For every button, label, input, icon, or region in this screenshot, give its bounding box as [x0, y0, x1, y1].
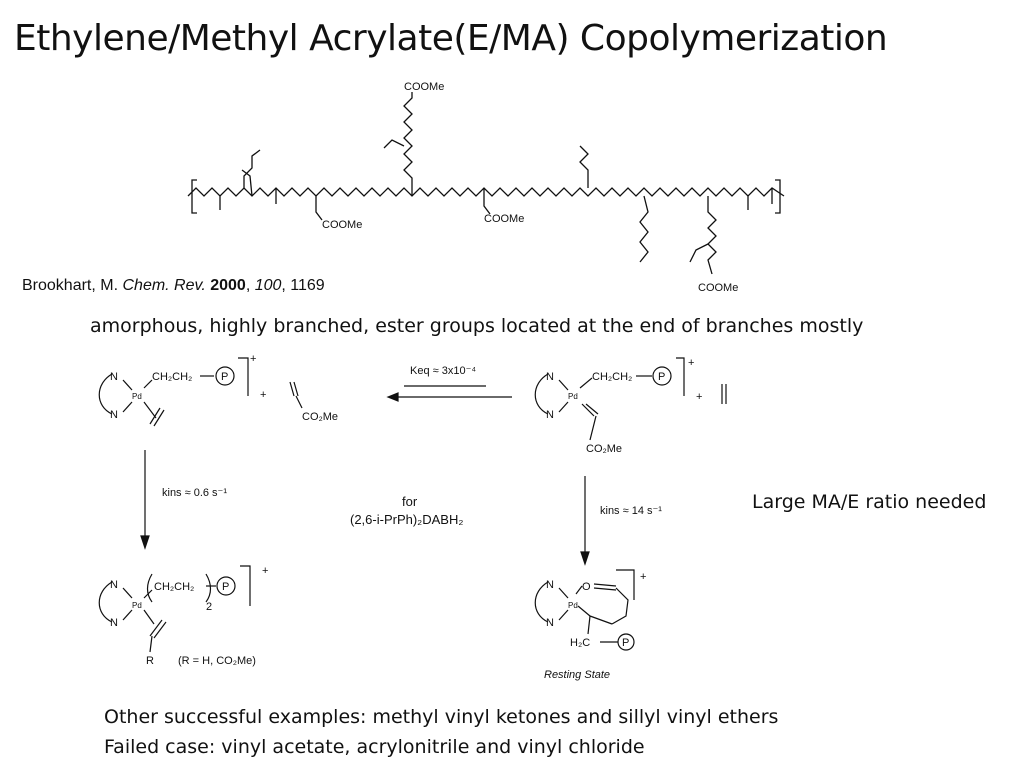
N-lower-bl: N — [110, 617, 118, 629]
P-label-r: P — [658, 371, 666, 383]
ligand-line1: for — [402, 494, 418, 509]
ester-label-1: COOMe — [322, 219, 363, 231]
chain-label-r: CH₂CH₂ — [592, 371, 633, 383]
P-label-bl: P — [222, 581, 230, 593]
co2me-label-r: CO₂Me — [586, 443, 623, 455]
N-upper-br: N — [546, 579, 554, 591]
complex-top-left — [99, 358, 302, 426]
reference: Brookhart, M. Chem. Rev. 2000, 100, 1169 — [22, 277, 325, 294]
ligand-line2: (2,6-i-PrPh)₂DABH₂ — [350, 512, 464, 527]
ester-branch-1 — [316, 196, 322, 220]
N-upper-r: N — [546, 371, 554, 383]
O-label: O — [582, 581, 591, 593]
long-branch-up — [404, 92, 412, 196]
Pd-label-bl: Pd — [132, 601, 142, 610]
polymer-structure — [188, 92, 784, 274]
keq-label: Keq ≈ 3x10⁻⁴ — [410, 365, 477, 377]
long-branch-down — [708, 196, 716, 274]
H2C-label: H₂C — [570, 637, 591, 649]
complex-bottom-left — [99, 566, 250, 652]
Pd-label-r: Pd — [568, 392, 578, 401]
charge-label-r: + — [688, 357, 695, 369]
insertion-arrows — [141, 450, 589, 564]
footer-line1: Other successful examples: methyl vinyl ketones and sillyl vinyl ethers — [104, 706, 779, 728]
ester-label-top: COOMe — [404, 81, 445, 93]
repeat-subscript: 2 — [206, 601, 213, 613]
equilibrium-arrows — [388, 386, 512, 401]
left-bracket — [192, 180, 197, 213]
ref-volume: 100 — [254, 277, 282, 294]
ref-pages: 1169 — [290, 277, 325, 294]
R-definition: (R = H, CO₂Me) — [178, 655, 256, 667]
footer-line2: Failed case: vinyl acetate, acrylonitrile and vinyl chloride — [104, 736, 645, 758]
chain-label-bl: CH₂CH₂ — [154, 581, 195, 593]
plus-sign-r: + — [696, 391, 703, 403]
bracket — [238, 358, 248, 396]
ref-journal: Chem. Rev. — [122, 277, 206, 294]
main-chain — [188, 188, 784, 196]
description-text: amorphous, highly branched, ester groups located at the end of branches mostly — [90, 315, 864, 337]
co2me-label: CO₂Me — [302, 411, 339, 423]
charge-label-bl: + — [262, 565, 269, 577]
P-label: P — [221, 371, 229, 383]
charge-label: + — [250, 353, 257, 365]
Pd-label-br: Pd — [568, 601, 578, 610]
slide-title: Ethylene/Methyl Acrylate(E/MA) Copolymerization — [14, 18, 888, 59]
N-lower-r: N — [546, 409, 554, 421]
kins-right-label: kins ≈ 14 s⁻¹ — [600, 505, 662, 517]
N-lower: N — [110, 409, 118, 421]
resting-state-label: Resting State — [544, 669, 611, 681]
chain-label: CH₂CH₂ — [152, 371, 193, 383]
N-upper: N — [110, 371, 118, 383]
N-lower-br: N — [546, 617, 554, 629]
charge-label-br: + — [640, 571, 647, 583]
ester-label-3: COOMe — [698, 282, 739, 294]
P-label-br: P — [622, 637, 630, 649]
right-bracket — [775, 180, 780, 213]
ratio-note: Large MA/E ratio needed — [752, 491, 987, 513]
ref-year: 2000 — [210, 277, 246, 294]
R-label: R — [146, 655, 154, 667]
kins-left-label: kins ≈ 0.6 s⁻¹ — [162, 487, 228, 499]
N-upper-bl: N — [110, 579, 118, 591]
Pd-label: Pd — [132, 392, 142, 401]
ref-author: Brookhart, M. — [22, 277, 119, 294]
plus-sign: + — [260, 389, 267, 401]
ester-label-2: COOMe — [484, 213, 525, 225]
